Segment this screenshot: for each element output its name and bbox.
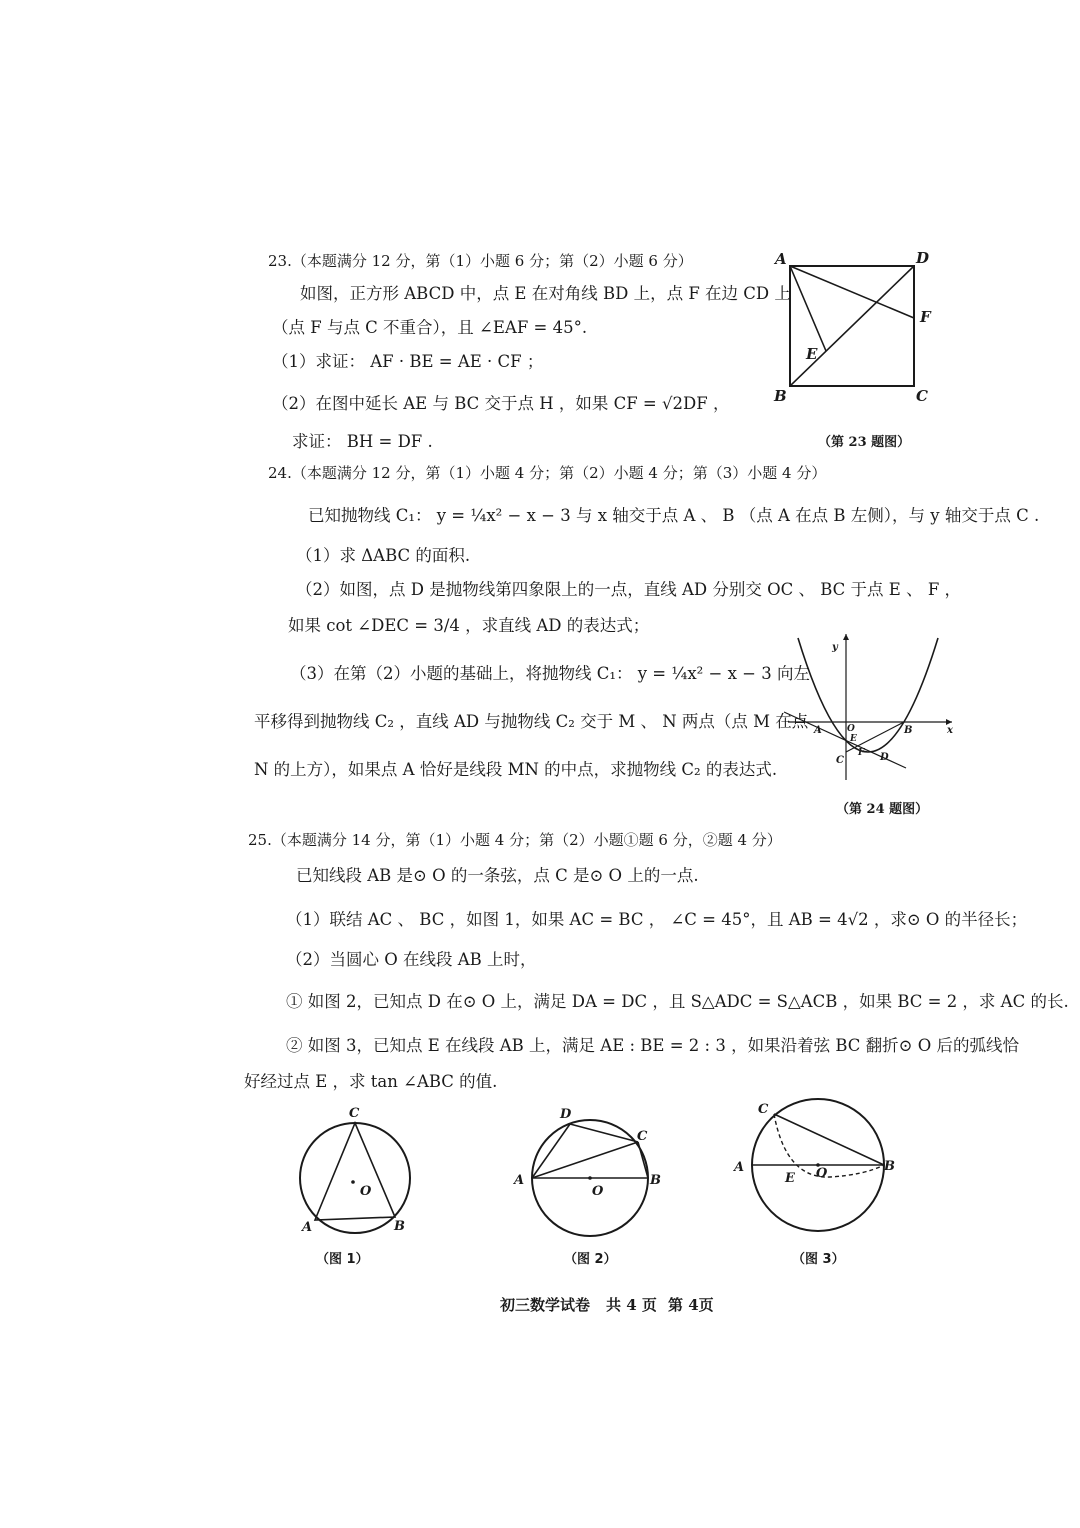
label-e: E (806, 345, 818, 363)
label-b: B (774, 387, 787, 405)
label-o: O (360, 1184, 372, 1199)
label-a: A (814, 725, 822, 736)
q24-caption: （第 24 题图） (836, 802, 929, 817)
q25-part2-ii-cont: 好经过点 E ，求 tan ∠ABC 的值. (244, 1072, 498, 1091)
label-e: E (850, 734, 857, 744)
q24-part2-cond: 如果 cot ∠DEC = 3/4 ，求直线 AD 的表达式； (288, 616, 650, 635)
label-e: E (785, 1171, 795, 1186)
q24-part1: （1）求 ΔABC 的面积. (296, 546, 471, 565)
q24-part3-line2: 平移得到抛物线 C₂ ，直线 AD 与抛物线 C₂ 交于 M 、 N 两点（点 M 在点 (254, 712, 809, 731)
label-c: C (836, 755, 844, 766)
footer-title: 初三数学试卷 (500, 1296, 591, 1314)
q23-line1: 如图，正方形 ABCD 中，点 E 在对角线 BD 上，点 F 在边 CD 上 (300, 284, 791, 303)
label-d: D (560, 1107, 572, 1122)
q25-part2-i: ① 如图 2，已知点 D 在⊙ O 上，满足 DA = DC ，且 S△ADC = S△ACB ，如果 BC = 2 ，求 AC 的长. (286, 992, 1069, 1011)
segment-ac (532, 1142, 638, 1178)
q25-figure-2-caption: （图 2） (564, 1252, 617, 1267)
q23-square-figure (770, 250, 940, 420)
label-f: F (858, 748, 865, 758)
label-a: A (734, 1160, 745, 1175)
q25-figure-3-caption: （图 3） (792, 1252, 845, 1267)
q24-part3-line3: N 的上方），如果点 A 恰好是线段 MN 的中点，求抛物线 C₂ 的表达式. (254, 760, 778, 779)
q24-part2: （2）如图，点 D 是抛物线第四象限上的一点，直线 AD 分别交 OC 、 BC 于点 E 、 F ， (296, 580, 962, 599)
label-a: A (302, 1220, 313, 1235)
segment-cb (638, 1142, 648, 1178)
label-d: D (916, 249, 930, 267)
q25-figure-1 (290, 1100, 440, 1240)
center-dot (351, 1180, 355, 1184)
label-c: C (637, 1129, 648, 1144)
q24-line1: 已知抛物线 C₁： y = ¼x² − x − 3 与 x 轴交于点 A 、 B （点 A 在点 B 左侧），与 y 轴交于点 C . (308, 506, 1040, 525)
q25-part1: （1）联结 AC 、 BC ，如图 1，如果 AC = BC ， ∠C = 45°，且 AB = 4√2 ，求⊙ O 的半径长； (286, 910, 1028, 929)
q25-figure-1-caption: （图 1） (316, 1252, 369, 1267)
label-x: x (947, 725, 953, 736)
footer-total-pages: 共 4 页 (606, 1296, 657, 1314)
q23-header: 23.（本题满分 12 分，第（1）小题 6 分；第（2）小题 6 分） (268, 252, 693, 270)
label-o: O (592, 1184, 604, 1199)
q25-header: 25.（本题满分 14 分，第（1）小题 4 分；第（2）小题①题 6 分，②题 4 分） (248, 831, 782, 849)
q23-caption: （第 23 题图） (818, 435, 911, 450)
folded-arc (774, 1114, 884, 1177)
label-f: F (920, 308, 931, 326)
label-y: y (832, 642, 838, 653)
q23-part2-proof: 求证： BH = DF . (292, 432, 433, 451)
q24-part3: （3）在第（2）小题的基础上，将抛物线 C₁： y = ¼x² − x − 3 向左 (290, 664, 810, 683)
triangle-abc (315, 1123, 395, 1220)
label-a: A (775, 250, 787, 268)
label-a: A (514, 1173, 525, 1188)
y-axis-arrow (843, 634, 849, 640)
label-c: C (758, 1102, 769, 1117)
q25-figure-2 (510, 1100, 670, 1240)
footer-page-number: 第 4页 (668, 1296, 714, 1314)
label-b: B (884, 1159, 895, 1174)
center-dot (588, 1176, 592, 1180)
diagonal-bd (790, 266, 914, 386)
label-c: C (916, 387, 928, 405)
q23-part2: （2）在图中延长 AE 与 BC 交于点 H ，如果 CF = √2DF ， (272, 394, 730, 413)
label-b: B (650, 1173, 661, 1188)
label-c: C (349, 1106, 360, 1121)
q25-line1: 已知线段 AB 是⊙ O 的一条弦，点 C 是⊙ O 上的一点. (296, 866, 699, 885)
q24-header: 24.（本题满分 12 分，第（1）小题 4 分；第（2）小题 4 分；第（3）小题 4 分） (268, 464, 827, 482)
label-o: O (816, 1166, 828, 1181)
q24-parabola-figure (780, 630, 960, 790)
label-b: B (394, 1219, 405, 1234)
label-b: B (904, 725, 913, 736)
label-o: O (847, 724, 855, 734)
q25-part2: （2）当圆心 O 在线段 AB 上时， (286, 950, 537, 969)
q25-part2-ii: ② 如图 3，已知点 E 在线段 AB 上，满足 AE : BE = 2 : 3 ，如果沿着弦 BC 翻折⊙ O 后的弧线恰 (286, 1036, 1019, 1055)
q23-part1: （1）求证： AF · BE = AE · CF ； (272, 352, 544, 371)
label-d: D (880, 752, 889, 763)
q23-line2: （点 F 与点 C 不重合），且 ∠EAF = 45°. (272, 318, 588, 337)
q25-figure-3 (730, 1095, 900, 1235)
